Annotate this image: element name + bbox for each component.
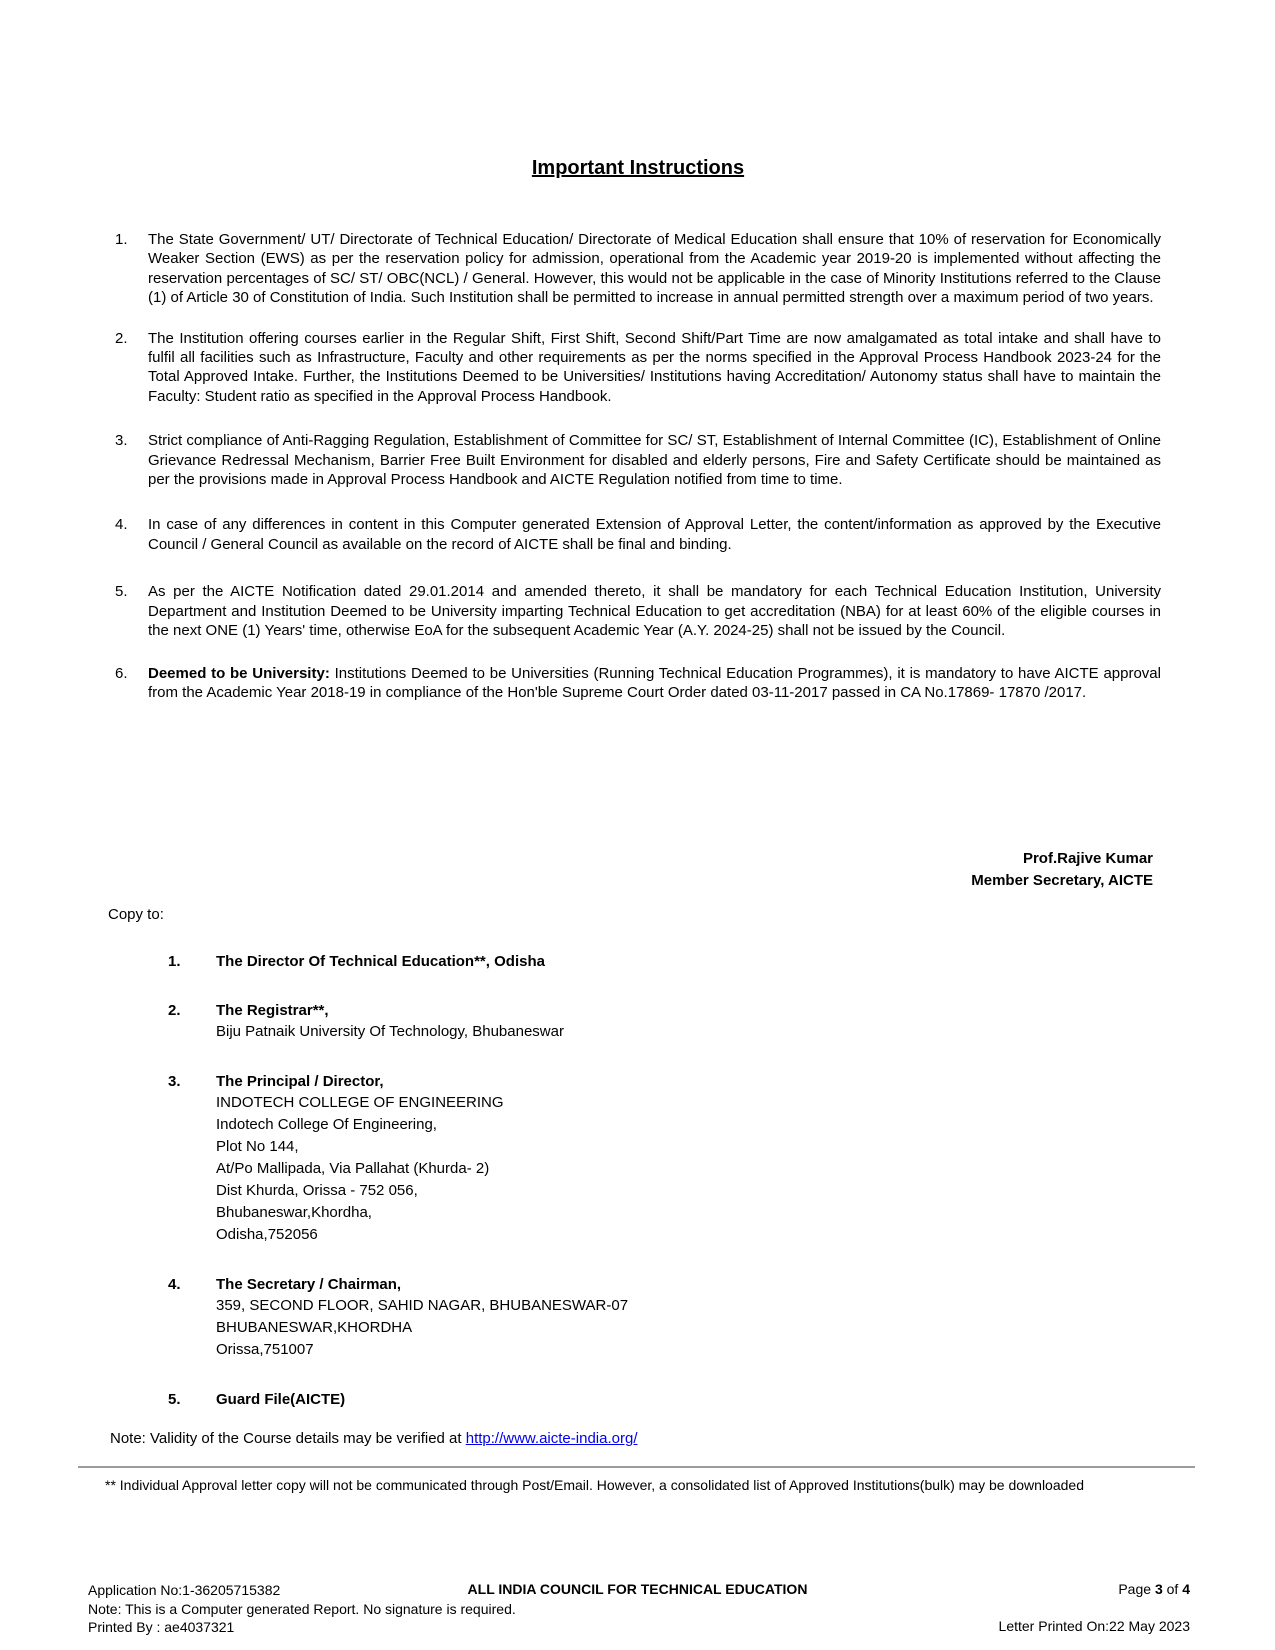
instruction-item	[115, 431, 1161, 489]
copy-item-content	[216, 1389, 1118, 1410]
instruction-number: 3.	[115, 432, 128, 450]
copy-item-line: INDOTECH COLLEGE OF ENGINEERING	[216, 1094, 504, 1111]
instruction-number: 2.	[115, 329, 128, 347]
copy-item-line: Orissa,751007	[216, 1341, 314, 1358]
copy-item-line: At/Po Mallipada, Via Pallahat (Khurda- 2)	[216, 1160, 490, 1177]
copy-item-title: The Principal / Director,	[216, 1073, 384, 1090]
footer-note: Note: This is a Computer generated Report. No signature is required.	[88, 1600, 516, 1617]
page-total: 4	[1182, 1581, 1190, 1597]
copy-item-line: Plot No 144,	[216, 1138, 299, 1155]
instruction-number: 4.	[115, 516, 128, 534]
instruction-item	[115, 664, 1161, 703]
copy-item-number: 5.	[168, 1391, 181, 1408]
copy-item	[168, 951, 1118, 972]
copy-item-title: The Director Of Technical Education**, Odisha	[216, 953, 545, 970]
copy-to-section	[108, 905, 1118, 1438]
printed-by: Printed By : ae4037321	[88, 1619, 235, 1635]
instruction-item	[115, 515, 1161, 554]
instruction-number: 5.	[115, 583, 128, 601]
council-title: ALL INDIA COUNCIL FOR TECHNICAL EDUCATION	[467, 1581, 808, 1597]
copy-item-line: Bhubaneswar,Khordha,	[216, 1204, 372, 1221]
instruction-text-rest: Institutions Deemed to be Universities (Running Technical Education Programmes), it is mandatory to have AICTE approval from the Academic Year 2018-19 in compliance of the Hon'ble Supreme Court Order dated 03-11-2017 passed in CA No.17869- 17870 /2017.	[148, 664, 1161, 701]
copy-item	[168, 1389, 1118, 1410]
instructions-list	[115, 230, 1161, 702]
instruction-item	[115, 582, 1161, 640]
copy-item-line: Indotech College Of Engineering,	[216, 1116, 437, 1133]
instruction-text	[148, 664, 1161, 703]
validity-note-text: Note: Validity of the Course details may be verified at	[110, 1430, 466, 1447]
copy-item-title: The Secretary / Chairman,	[216, 1276, 402, 1293]
page-number	[1118, 1581, 1190, 1597]
instruction-item	[115, 230, 1161, 308]
aicte-website-link[interactable]: http://www.aicte-india.org/	[465, 1430, 638, 1447]
copy-item-line: BHUBANESWAR,KHORDHA	[216, 1319, 413, 1336]
copy-item	[168, 1000, 1118, 1043]
instruction-text: The State Government/ UT/ Directorate of Technical Education/ Directorate of Medical Education shall ensure that 10% of reservation for Economically Weaker Section (EWS) as per the reservation policy for admission, operational from the Academic year 2019-20 is implemented without affecting the reservation percentages of SC/ ST/ OBC(NCL) / General. However, this would not be applicable in the case of Minority Institutions referred to the Clause (1) of Article 30 of Constitution of India. Such Institution shall be permitted to increase in annual permitted strength over a maximum period of two years.	[148, 231, 1161, 307]
copy-item-content	[216, 951, 1118, 972]
footnote-text: ** Individual Approval letter copy will not be communicated through Post/Email. However, a consolidated list of Approved Institutions(bulk) may be downloaded	[105, 1477, 1084, 1493]
instruction-text: The Institution offering courses earlier in the Regular Shift, First Shift, Second Shift/Part Time are now amalgamated as total intake and shall have to fulfil all facilities such as Infrastructure, Faculty and other requirements as per the norms specified in the Approval Process Handbook 2023-24 for the Total Approved Intake. Further, the Institutions Deemed to be Universities/ Institutions having Accreditation/ Autonomy status shall have to maintain the Faculty: Student ratio as specified in the Approval Process Handbook.	[148, 329, 1161, 405]
copy-item-line: 359, SECOND FLOOR, SAHID NAGAR, BHUBANESWAR-07	[216, 1297, 629, 1314]
copy-item-line: Odisha,752056	[216, 1226, 318, 1243]
validity-note	[110, 1430, 637, 1447]
signature-designation: Member Secretary, AICTE	[971, 871, 1153, 889]
instruction-text: In case of any differences in content in this Computer generated Extension of Approval Letter, the content/information as approved by the Executive Council / General Council as available on the record of AICTE shall be final and binding.	[148, 516, 1161, 553]
copy-item-number: 1.	[168, 953, 181, 970]
application-number: Application No:1-36205715382	[88, 1582, 281, 1598]
copy-item-content	[216, 1274, 1118, 1361]
instruction-item	[115, 329, 1161, 407]
page-title: Important Instructions	[531, 157, 745, 179]
copy-item-line: Dist Khurda, Orissa - 752 056,	[216, 1182, 418, 1199]
instruction-number: 6.	[115, 664, 128, 682]
copy-item	[168, 1071, 1118, 1246]
signature-name: Prof.Rajive Kumar	[1022, 850, 1153, 867]
instruction-lead: Deemed to be University:	[148, 664, 330, 682]
copy-item	[168, 1274, 1118, 1361]
instruction-text: As per the AICTE Notification dated 29.01.2014 and amended thereto, it shall be mandatory for each Technical Education Institution, University Department and Institution Deemed to be University imparting Technical Education to get accreditation (NBA) for at least 60% of the eligible courses in the next ONE (1) Years' time, otherwise EoA for the subsequent Academic Year (A.Y. 2024-25) shall not be issued by the Council.	[148, 583, 1161, 640]
copy-item-title: Guard File(AICTE)	[216, 1391, 346, 1408]
page-current: 3	[1154, 1581, 1163, 1597]
printed-on: Letter Printed On:22 May 2023	[998, 1618, 1190, 1634]
copy-item-title: The Registrar**,	[216, 1002, 329, 1019]
copy-to-list	[108, 951, 1118, 1410]
page-label: Page	[1118, 1581, 1152, 1597]
divider-line	[78, 1466, 1195, 1468]
instruction-text: Strict compliance of Anti-Ragging Regulation, Establishment of Committee for SC/ ST, Establishment of Internal Committee (IC), Establishment of Online Grievance Redressal Mechanism, Barrier Free Built Environment for disabled and elderly persons, Fire and Safety Certificate should be maintained as per the provisions made in Approval Process Handbook and AICTE Regulation notified from time to time.	[148, 432, 1161, 489]
copy-item-number: 4.	[168, 1276, 181, 1293]
copy-item-content	[216, 1071, 1118, 1246]
copy-item-line: Biju Patnaik University Of Technology, Bhubaneswar	[216, 1023, 564, 1040]
instruction-number: 1.	[115, 231, 128, 248]
copy-item-content	[216, 1000, 1118, 1043]
page-of-label: of	[1166, 1581, 1179, 1597]
copy-to-label: Copy to:	[108, 906, 164, 923]
copy-item-number: 3.	[168, 1073, 181, 1090]
signature-block	[971, 848, 1153, 891]
copy-item-number: 2.	[168, 1002, 181, 1019]
